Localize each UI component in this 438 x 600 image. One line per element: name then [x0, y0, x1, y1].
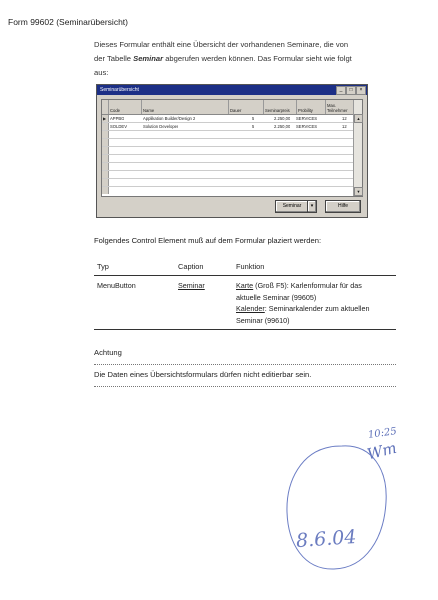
record-selector[interactable]	[102, 139, 109, 146]
close-button[interactable]: ×	[356, 86, 366, 95]
empty-row[interactable]	[102, 155, 354, 163]
minimize-button[interactable]: _	[336, 86, 346, 95]
table-rule-bottom	[94, 329, 396, 330]
empty-row[interactable]	[102, 163, 354, 171]
window-title: Seminarübersicht	[100, 87, 139, 93]
cell-name: Applikation Builder/Design 2	[143, 116, 196, 121]
column-name[interactable]: Name	[142, 100, 229, 114]
cell-dauer: 5	[252, 124, 255, 129]
empty-row[interactable]	[102, 147, 354, 155]
column-preis[interactable]: Seminarpreis	[264, 100, 297, 114]
cell-preis: 2.250,00	[274, 124, 291, 129]
function-kalender-desc: : Seminarkalender zum aktuellen	[264, 304, 370, 313]
cell-preis: 2.250,00	[274, 116, 291, 121]
vertical-scrollbar[interactable]	[353, 100, 362, 196]
circle-stamp-icon	[282, 440, 392, 575]
grid-corner	[102, 100, 109, 114]
dotted-divider	[94, 386, 396, 387]
record-selector[interactable]	[102, 163, 109, 170]
grid-header	[102, 100, 354, 115]
cell-max: 12	[342, 116, 347, 121]
achtung-text: Die Daten eines Übersichtsformulars dürfen nicht editierbar sein.	[94, 370, 312, 379]
function-line-2: aktuelle Seminar (99605)	[236, 292, 317, 302]
table-row[interactable]	[102, 115, 354, 123]
seminar-menu-button[interactable]: Seminar	[275, 200, 309, 213]
intro-line-2-pre: der Tabelle	[94, 54, 134, 63]
empty-row[interactable]	[102, 171, 354, 179]
cell-name: Solution Developer	[143, 124, 179, 129]
column-probility[interactable]: Probility	[297, 100, 326, 114]
function-line-3	[236, 303, 396, 315]
cell-probility: SERVICES	[296, 124, 318, 129]
table-header-typ: Typ	[97, 262, 109, 271]
record-selector[interactable]	[102, 155, 109, 162]
function-kalender: Kalender	[236, 304, 265, 313]
empty-row[interactable]	[102, 179, 354, 187]
record-selector[interactable]	[102, 123, 109, 130]
intro-line-2	[94, 52, 414, 66]
intro-table-name: Seminar	[133, 54, 164, 63]
empty-row[interactable]	[102, 139, 354, 147]
intro-line-2-post: abgerufen werden können. Das Formular sieht wie folgt	[163, 54, 352, 63]
record-selector[interactable]	[102, 147, 109, 154]
record-selector[interactable]	[102, 131, 109, 138]
page-title: Form 99602 (Seminarübersicht)	[8, 17, 128, 27]
cell-dauer: 5	[252, 116, 255, 121]
function-karte: Karte	[236, 281, 254, 290]
cell-code: APPBG	[110, 116, 125, 121]
dotted-divider	[94, 364, 396, 365]
empty-row[interactable]	[102, 187, 354, 194]
intro-line-1: Dieses Formular enthält eine Übersicht der vorhandenen Seminare, die von	[94, 40, 349, 49]
cell-probility: SERVICES	[296, 116, 318, 121]
table-rule-top	[94, 275, 396, 276]
table-header-caption: Caption	[178, 262, 204, 271]
maximize-button[interactable]: □	[346, 86, 356, 95]
scroll-up-icon[interactable]: ▲	[354, 114, 363, 123]
control-caption: Seminar	[178, 281, 205, 290]
function-karte-desc: (Groß F5): Karlenformular für das	[253, 281, 362, 290]
column-max-teilnehmer[interactable]: Max. Teilnehmer	[327, 103, 348, 113]
intro-line-3: aus:	[94, 68, 109, 77]
table-header-funktion: Funktion	[236, 262, 265, 271]
seminar-form-window	[96, 84, 368, 218]
column-dauer[interactable]: Dauer	[229, 100, 264, 114]
cell-code: SOLDEV	[110, 124, 127, 129]
control-section-heading: Folgendes Control Element muß auf dem Formular plaziert werden:	[94, 236, 322, 245]
function-line-4: Seminar (99610)	[236, 315, 290, 325]
scroll-down-icon[interactable]: ▼	[354, 187, 363, 196]
chevron-down-icon[interactable]: ▾	[307, 200, 317, 213]
handwritten-initials: Wm	[365, 438, 399, 464]
table-row[interactable]	[102, 123, 354, 131]
record-selector[interactable]	[102, 179, 109, 186]
empty-row[interactable]	[102, 131, 354, 139]
cell-max: 12	[342, 124, 347, 129]
function-line-1	[236, 280, 396, 292]
achtung-heading: Achtung	[94, 348, 122, 357]
intro-paragraph	[94, 38, 414, 80]
handwritten-date: 8.6.04	[295, 525, 358, 553]
record-selector[interactable]: ▶	[102, 115, 109, 122]
seminar-grid[interactable]	[101, 99, 363, 197]
window-titlebar	[97, 85, 367, 95]
handwritten-time: 10:25	[367, 426, 398, 441]
record-selector[interactable]	[102, 171, 109, 178]
control-function	[236, 280, 396, 326]
control-type: MenuButton	[97, 281, 136, 290]
record-selector[interactable]	[102, 187, 109, 194]
hilfe-button[interactable]: Hilfe	[325, 200, 361, 213]
column-code[interactable]: Code	[109, 100, 142, 114]
